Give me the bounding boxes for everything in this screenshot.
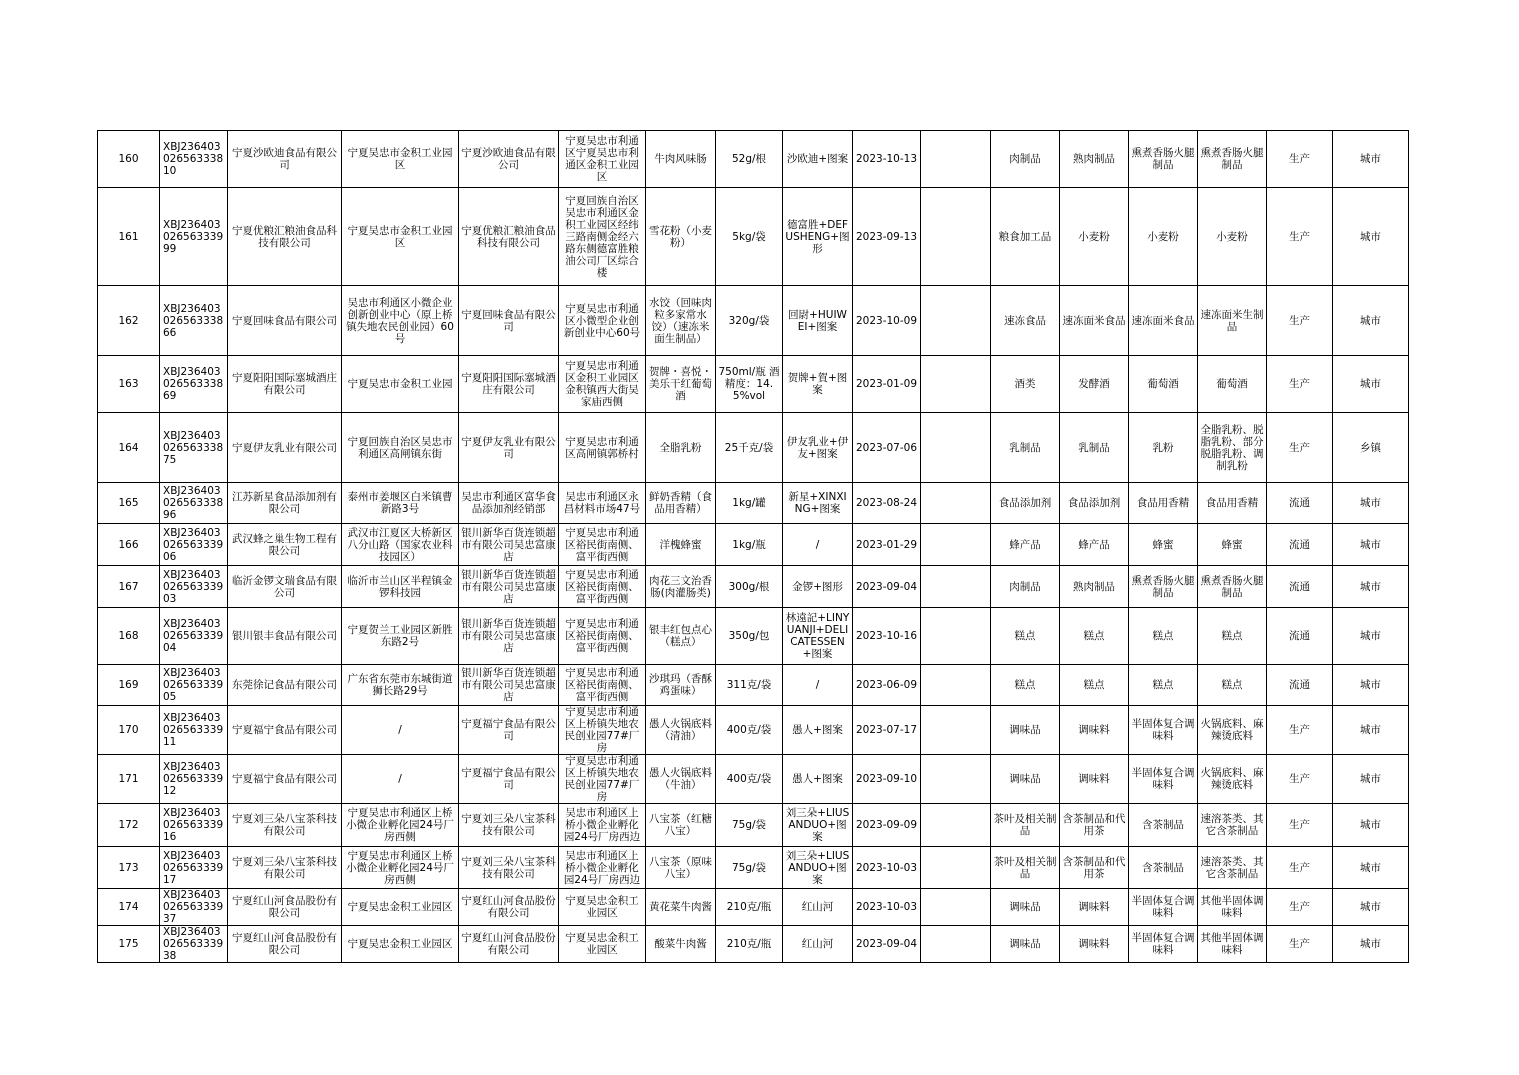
cell-no: 163 [98,356,160,413]
cell-seller: 宁夏刘三朵八宝茶科技有限公司 [459,804,559,847]
cell-cat1: 调味品 [991,755,1060,804]
cell-cat1: 糕点 [991,665,1060,706]
cell-link: 生产 [1267,926,1333,963]
table-row [98,804,1409,847]
cell-cat3: 葡萄酒 [1129,356,1198,413]
cell-no: 161 [98,188,160,286]
cell-spec: 210克/瓶 [716,926,783,963]
table-row [98,524,1409,566]
cell-no: 168 [98,608,160,665]
cell-seller-addr: 宁夏吴忠市利通区上桥镇失地农民创业园77#厂房 [559,755,646,804]
cell-spec: 311克/袋 [716,665,783,706]
cell-link: 生产 [1267,413,1333,483]
cell-no: 166 [98,524,160,566]
cell-cat3: 小麦粉 [1129,188,1198,286]
cell-spec: 1kg/瓶 [716,524,783,566]
cell-spec: 400克/袋 [716,706,783,755]
cell-producer-addr: 吴忠市利通区小微企业创新创业中心（原上桥镇失地农民创业园）60号 [342,286,459,356]
cell-producer-addr: 宁夏吴忠金积工业园区 [342,889,459,926]
cell-link: 生产 [1267,356,1333,413]
table-row [98,566,1409,608]
cell-producer: 宁夏福宁食品有限公司 [228,706,342,755]
cell-brand: 愚人+图案 [783,755,853,804]
cell-producer-addr: / [342,755,459,804]
cell-cat3: 半固体复合调味料 [1129,706,1198,755]
cell-cat4: 熏煮香肠火腿制品 [1198,566,1267,608]
cell-seller-addr: 宁夏吴忠市利通区裕民街南侧、富平街西侧 [559,608,646,665]
cell-code: XBJ23640302656333904 [160,608,228,665]
cell-cat1: 速冻食品 [991,286,1060,356]
table-row [98,706,1409,755]
cell-no: 160 [98,131,160,188]
cell-seller-addr: 宁夏吴忠市利通区金积工业园区金积镇西大街吴家庙西侧 [559,356,646,413]
cell-seller: 宁夏红山河食品股份有限公司 [459,889,559,926]
cell-blank [921,413,991,483]
cell-blank [921,608,991,665]
cell-seller: 宁夏伊友乳业有限公司 [459,413,559,483]
cell-brand: 林遠記+LINYUANJI+DELICATESSEN+图案 [783,608,853,665]
cell-date: 2023-10-09 [853,286,921,356]
cell-blank [921,847,991,889]
cell-brand: / [783,665,853,706]
cell-spec: 52g/根 [716,131,783,188]
cell-blank [921,889,991,926]
cell-seller-addr: 宁夏吴忠市利通区小微型企业创新创业中心60号 [559,286,646,356]
cell-seller-addr: 宁夏吴忠市利通区上桥镇失地农民创业园77#厂房 [559,706,646,755]
cell-producer: 临沂金锣文瑞食品有限公司 [228,566,342,608]
cell-cat3: 半固体复合调味料 [1129,889,1198,926]
cell-seller: 宁夏红山河食品股份有限公司 [459,926,559,963]
cell-product: 酸菜牛肉酱 [646,926,716,963]
cell-product: 愚人火锅底料（清油） [646,706,716,755]
cell-brand: 红山河 [783,926,853,963]
cell-cat3: 乳粉 [1129,413,1198,483]
cell-code: XBJ23640302656333903 [160,566,228,608]
cell-seller-addr: 宁夏吴忠市利通区裕民街南侧、富平街西侧 [559,665,646,706]
cell-seller: 宁夏刘三朵八宝茶科技有限公司 [459,847,559,889]
cell-code: XBJ23640302656333999 [160,188,228,286]
cell-product: 贺牌・喜悦・美乐干红葡萄酒 [646,356,716,413]
cell-code: XBJ23640302656333912 [160,755,228,804]
cell-area: 城市 [1333,706,1409,755]
cell-seller: 银川新华百货连锁超市有限公司吴忠富康店 [459,608,559,665]
cell-cat4: 火锅底料、麻辣烫底料 [1198,755,1267,804]
cell-blank [921,483,991,524]
cell-product: 全脂乳粉 [646,413,716,483]
cell-area: 城市 [1333,566,1409,608]
cell-cat2: 调味料 [1060,926,1129,963]
cell-seller-addr: 宁夏吴忠市利通区裕民街南侧、富平街西侧 [559,524,646,566]
table-row [98,131,1409,188]
cell-cat2: 乳制品 [1060,413,1129,483]
cell-seller-addr: 宁夏吴忠金积工业园区 [559,889,646,926]
cell-producer: 武汉蜂之巢生物工程有限公司 [228,524,342,566]
cell-producer-addr: 宁夏吴忠市利通区上桥小微企业孵化园24号厂房西侧 [342,804,459,847]
cell-brand: / [783,524,853,566]
cell-producer: 宁夏红山河食品股份有限公司 [228,926,342,963]
cell-producer: 宁夏优粮汇粮油食品科技有限公司 [228,188,342,286]
cell-seller: 银川新华百货连锁超市有限公司吴忠富康店 [459,665,559,706]
cell-brand: 回尉+HUIWEI+图案 [783,286,853,356]
cell-cat3: 含茶制品 [1129,804,1198,847]
cell-brand: 德富胜+DEFUSHENG+图形 [783,188,853,286]
cell-product: 八宝茶（红糖八宝） [646,804,716,847]
cell-spec: 350g/包 [716,608,783,665]
cell-date: 2023-06-09 [853,665,921,706]
cell-cat3: 糕点 [1129,608,1198,665]
cell-product: 水饺（回味肉粒多家常水饺）（速冻米面生制品） [646,286,716,356]
cell-link: 生产 [1267,755,1333,804]
cell-link: 生产 [1267,131,1333,188]
table-row [98,356,1409,413]
cell-spec: 5kg/袋 [716,188,783,286]
cell-code: XBJ23640302656333866 [160,286,228,356]
cell-code: XBJ23640302656333896 [160,483,228,524]
cell-producer-addr: 宁夏吴忠市金积工业园区 [342,131,459,188]
cell-no: 167 [98,566,160,608]
cell-producer: 东莞徐记食品有限公司 [228,665,342,706]
cell-blank [921,665,991,706]
cell-blank [921,286,991,356]
cell-spec: 75g/袋 [716,847,783,889]
cell-code: XBJ23640302656333916 [160,804,228,847]
table-row [98,286,1409,356]
cell-producer-addr: 宁夏吴忠市金积工业园 [342,356,459,413]
cell-area: 城市 [1333,356,1409,413]
cell-cat4: 全脂乳粉、脱脂乳粉、部分脱脂乳粉、调制乳粉 [1198,413,1267,483]
cell-area: 城市 [1333,755,1409,804]
cell-cat1: 糕点 [991,608,1060,665]
cell-seller: 宁夏阳阳国际塞城酒庄有限公司 [459,356,559,413]
cell-no: 172 [98,804,160,847]
cell-cat2: 熟肉制品 [1060,131,1129,188]
cell-producer: 宁夏沙欧迪食品有限公司 [228,131,342,188]
cell-producer-addr: 泰州市姜堰区白米镇曹新路3号 [342,483,459,524]
cell-seller: 吴忠市利通区富华食品添加剂经销部 [459,483,559,524]
cell-product: 银丰红包点心（糕点） [646,608,716,665]
cell-cat2: 蜂产品 [1060,524,1129,566]
cell-date: 2023-08-24 [853,483,921,524]
cell-blank [921,755,991,804]
cell-link: 流通 [1267,483,1333,524]
cell-blank [921,926,991,963]
cell-blank [921,706,991,755]
cell-cat1: 肉制品 [991,131,1060,188]
cell-blank [921,804,991,847]
cell-product: 鲜奶香精（食品用香精） [646,483,716,524]
cell-link: 流通 [1267,608,1333,665]
sampling-results-table [97,130,1409,963]
cell-cat2: 小麦粉 [1060,188,1129,286]
cell-blank [921,131,991,188]
cell-cat1: 茶叶及相关制品 [991,847,1060,889]
cell-brand: 金锣+图形 [783,566,853,608]
cell-cat4: 速溶茶类、其它含茶制品 [1198,847,1267,889]
cell-cat1: 调味品 [991,889,1060,926]
cell-area: 乡镇 [1333,413,1409,483]
cell-seller-addr: 吴忠市利通区上桥小微企业孵化园24号厂房西边 [559,847,646,889]
cell-spec: 400克/袋 [716,755,783,804]
cell-seller-addr: 宁夏回族自治区吴忠市利通区金积工业园区经纬三路南侧金经六路东侧德富胜粮油公司厂区综合楼 [559,188,646,286]
cell-cat2: 糕点 [1060,608,1129,665]
cell-cat3: 糕点 [1129,665,1198,706]
cell-spec: 320g/袋 [716,286,783,356]
cell-area: 城市 [1333,483,1409,524]
cell-cat4: 小麦粉 [1198,188,1267,286]
cell-code: XBJ23640302656333875 [160,413,228,483]
cell-cat1: 茶叶及相关制品 [991,804,1060,847]
cell-area: 城市 [1333,524,1409,566]
cell-brand: 伊友乳业+伊友+图案 [783,413,853,483]
cell-spec: 1kg/罐 [716,483,783,524]
cell-cat3: 半固体复合调味料 [1129,926,1198,963]
cell-cat3: 食品用香精 [1129,483,1198,524]
cell-seller: 宁夏福宁食品有限公司 [459,706,559,755]
cell-code: XBJ23640302656333905 [160,665,228,706]
cell-area: 城市 [1333,889,1409,926]
cell-producer: 宁夏阳阳国际塞城酒庄有限公司 [228,356,342,413]
cell-seller-addr: 宁夏吴忠金积工业园区 [559,926,646,963]
cell-cat3: 熏煮香肠火腿制品 [1129,131,1198,188]
cell-cat4: 葡萄酒 [1198,356,1267,413]
cell-area: 城市 [1333,286,1409,356]
cell-date: 2023-09-04 [853,926,921,963]
cell-producer-addr: 武汉市江夏区大桥新区八分山路（国家农业科技园区） [342,524,459,566]
cell-seller: 宁夏沙欧迪食品有限公司 [459,131,559,188]
cell-product: 沙琪玛（香酥鸡蛋味） [646,665,716,706]
cell-product: 黄花菜牛肉酱 [646,889,716,926]
cell-cat3: 蜂蜜 [1129,524,1198,566]
cell-cat2: 熟肉制品 [1060,566,1129,608]
cell-seller: 宁夏回味食品有限公司 [459,286,559,356]
cell-seller: 银川新华百货连锁超市有限公司吴忠富康店 [459,566,559,608]
cell-link: 生产 [1267,847,1333,889]
cell-date: 2023-09-10 [853,755,921,804]
cell-date: 2023-09-13 [853,188,921,286]
cell-code: XBJ23640302656333937 [160,889,228,926]
cell-date: 2023-10-16 [853,608,921,665]
cell-seller: 宁夏福宁食品有限公司 [459,755,559,804]
cell-cat1: 乳制品 [991,413,1060,483]
cell-spec: 75g/袋 [716,804,783,847]
cell-seller: 宁夏优粮汇粮油食品科技有限公司 [459,188,559,286]
cell-producer: 宁夏回味食品有限公司 [228,286,342,356]
table-row [98,847,1409,889]
cell-area: 城市 [1333,188,1409,286]
cell-product: 牛肉风味肠 [646,131,716,188]
cell-spec: 25千克/袋 [716,413,783,483]
cell-cat4: 熏煮香肠火腿制品 [1198,131,1267,188]
cell-seller-addr: 宁夏吴忠市利通区高闸镇郭桥村 [559,413,646,483]
table-row [98,665,1409,706]
table-row [98,889,1409,926]
cell-product: 洋槐蜂蜜 [646,524,716,566]
cell-date: 2023-10-13 [853,131,921,188]
cell-cat1: 食品添加剂 [991,483,1060,524]
cell-brand: 沙欧迪+图案 [783,131,853,188]
cell-no: 165 [98,483,160,524]
cell-producer-addr: / [342,706,459,755]
cell-link: 流通 [1267,665,1333,706]
cell-date: 2023-09-09 [853,804,921,847]
cell-cat2: 发酵酒 [1060,356,1129,413]
cell-producer-addr: 宁夏贺兰工业园区新胜东路2号 [342,608,459,665]
cell-link: 生产 [1267,804,1333,847]
cell-no: 169 [98,665,160,706]
table-row [98,608,1409,665]
cell-link: 流通 [1267,566,1333,608]
cell-date: 2023-07-06 [853,413,921,483]
cell-cat3: 半固体复合调味料 [1129,755,1198,804]
cell-date: 2023-10-03 [853,889,921,926]
cell-date: 2023-01-29 [853,524,921,566]
cell-producer-addr: 临沂市兰山区半程镇金锣科技园 [342,566,459,608]
table-row [98,483,1409,524]
cell-producer: 宁夏刘三朵八宝茶科技有限公司 [228,804,342,847]
cell-producer-addr: 宁夏吴忠金积工业园区 [342,926,459,963]
cell-date: 2023-10-03 [853,847,921,889]
cell-link: 生产 [1267,188,1333,286]
cell-seller-addr: 吴忠市利通区上桥小微企业孵化园24号厂房西边 [559,804,646,847]
cell-brand: 红山河 [783,889,853,926]
cell-code: XBJ23640302656333906 [160,524,228,566]
cell-cat1: 调味品 [991,706,1060,755]
cell-seller-addr: 吴忠市利通区永昌材料市场47号 [559,483,646,524]
cell-cat4: 火锅底料、麻辣烫底料 [1198,706,1267,755]
cell-cat3: 速冻面米食品 [1129,286,1198,356]
cell-blank [921,524,991,566]
cell-producer: 银川银丰食品有限公司 [228,608,342,665]
cell-blank [921,188,991,286]
cell-no: 162 [98,286,160,356]
cell-cat4: 速溶茶类、其它含茶制品 [1198,804,1267,847]
cell-cat1: 肉制品 [991,566,1060,608]
cell-producer: 江苏新星食品添加剂有限公司 [228,483,342,524]
cell-producer-addr: 宁夏吴忠市金积工业园区 [342,188,459,286]
cell-link: 流通 [1267,524,1333,566]
cell-brand: 新星+XINXING+图案 [783,483,853,524]
cell-cat4: 食品用香精 [1198,483,1267,524]
cell-no: 174 [98,889,160,926]
cell-brand: 愚人+图案 [783,706,853,755]
cell-area: 城市 [1333,804,1409,847]
cell-cat2: 调味料 [1060,706,1129,755]
cell-area: 城市 [1333,926,1409,963]
cell-cat3: 含茶制品 [1129,847,1198,889]
cell-no: 171 [98,755,160,804]
cell-no: 175 [98,926,160,963]
cell-producer: 宁夏红山河食品股份有限公司 [228,889,342,926]
cell-spec: 210克/瓶 [716,889,783,926]
cell-cat3: 熏煮香肠火腿制品 [1129,566,1198,608]
cell-code: XBJ23640302656333869 [160,356,228,413]
cell-blank [921,566,991,608]
cell-producer: 宁夏伊友乳业有限公司 [228,413,342,483]
cell-code: XBJ23640302656333911 [160,706,228,755]
cell-seller: 银川新华百货连锁超市有限公司吴忠富康店 [459,524,559,566]
cell-date: 2023-09-04 [853,566,921,608]
cell-cat2: 含茶制品和代用茶 [1060,804,1129,847]
table-row [98,926,1409,963]
cell-product: 肉花三文治香肠(肉灌肠类) [646,566,716,608]
cell-cat4: 速冻面米生制品 [1198,286,1267,356]
cell-cat4: 其他半固体调味料 [1198,926,1267,963]
cell-brand: 刘三朵+LIUSANDUO+图案 [783,804,853,847]
cell-producer-addr: 宁夏吴忠市利通区上桥小微企业孵化园24号厂房西侧 [342,847,459,889]
table-row [98,413,1409,483]
cell-seller-addr: 宁夏吴忠市利通区裕民街南侧、富平街西侧 [559,566,646,608]
cell-spec: 300g/根 [716,566,783,608]
cell-cat1: 蜂产品 [991,524,1060,566]
cell-brand: 贺牌+賀+图案 [783,356,853,413]
cell-producer: 宁夏刘三朵八宝茶科技有限公司 [228,847,342,889]
cell-area: 城市 [1333,665,1409,706]
cell-cat1: 调味品 [991,926,1060,963]
cell-no: 173 [98,847,160,889]
cell-code: XBJ23640302656333938 [160,926,228,963]
cell-brand: 刘三朵+LIUSANDUO+图案 [783,847,853,889]
cell-code: XBJ23640302656333917 [160,847,228,889]
cell-spec: 750ml/瓶 酒精度：14.5%vol [716,356,783,413]
cell-cat2: 调味料 [1060,889,1129,926]
cell-cat4: 糕点 [1198,665,1267,706]
cell-link: 生产 [1267,706,1333,755]
cell-cat1: 酒类 [991,356,1060,413]
cell-cat4: 其他半固体调味料 [1198,889,1267,926]
table-row [98,188,1409,286]
cell-seller-addr: 宁夏吴忠市利通区宁夏吴忠市利通区金积工业园区 [559,131,646,188]
cell-cat2: 食品添加剂 [1060,483,1129,524]
cell-cat2: 速冻面米食品 [1060,286,1129,356]
cell-area: 城市 [1333,131,1409,188]
cell-cat4: 蜂蜜 [1198,524,1267,566]
cell-cat2: 糕点 [1060,665,1129,706]
cell-cat2: 调味料 [1060,755,1129,804]
cell-link: 生产 [1267,286,1333,356]
cell-area: 城市 [1333,608,1409,665]
cell-cat1: 粮食加工品 [991,188,1060,286]
cell-code: XBJ23640302656333810 [160,131,228,188]
cell-producer: 宁夏福宁食品有限公司 [228,755,342,804]
cell-date: 2023-07-17 [853,706,921,755]
table-row [98,755,1409,804]
cell-area: 城市 [1333,847,1409,889]
cell-product: 雪花粉（小麦粉） [646,188,716,286]
cell-producer-addr: 宁夏回族自治区吴忠市利通区高闸镇东街 [342,413,459,483]
cell-product: 八宝茶（原味八宝） [646,847,716,889]
cell-product: 愚人火锅底料（牛油） [646,755,716,804]
cell-blank [921,356,991,413]
cell-link: 生产 [1267,889,1333,926]
cell-producer-addr: 广东省东莞市东城街道狮长路29号 [342,665,459,706]
cell-cat2: 含茶制品和代用茶 [1060,847,1129,889]
cell-no: 170 [98,706,160,755]
cell-cat4: 糕点 [1198,608,1267,665]
cell-no: 164 [98,413,160,483]
cell-date: 2023-01-09 [853,356,921,413]
table-body [98,131,1409,963]
